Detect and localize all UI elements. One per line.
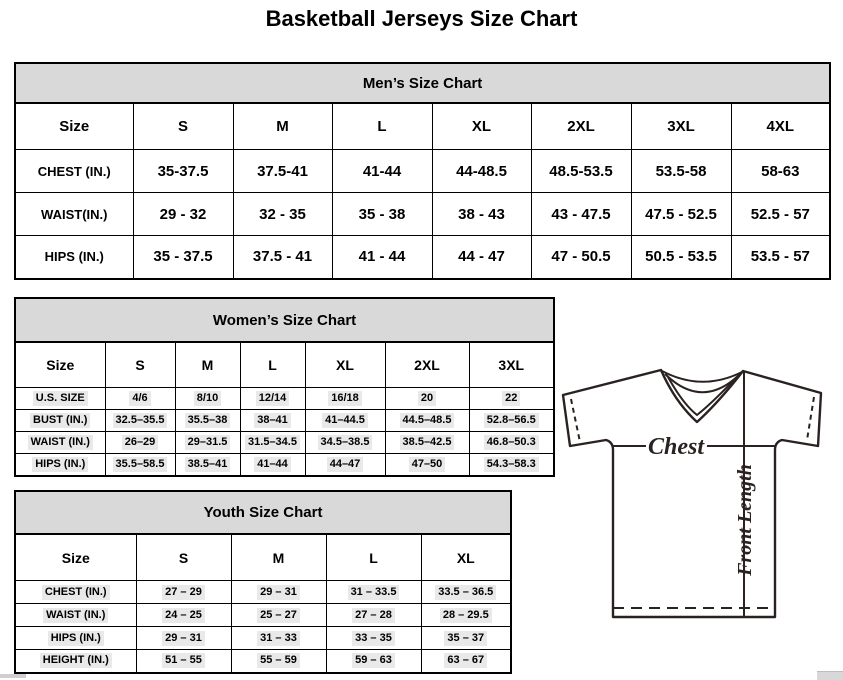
table-row — [15, 298, 554, 342]
womens-size-chart-table — [14, 297, 555, 477]
cell-value: 35.5–58.5 — [113, 457, 168, 472]
row-label — [15, 650, 136, 673]
cell-value: 31.5–34.5 — [245, 435, 300, 450]
table-cell — [136, 627, 231, 650]
column-header: M — [231, 534, 326, 581]
cell-value: 27 – 29 — [162, 585, 205, 600]
table-cell — [231, 627, 326, 650]
youth-chart-title: Youth Size Chart — [15, 491, 511, 534]
column-header: XL — [305, 342, 385, 388]
table-cell: 35 - 37.5 — [133, 236, 233, 279]
row-label: CHEST (IN.) — [15, 150, 133, 193]
mens-chart-title: Men’s Size Chart — [15, 63, 830, 103]
table-row — [15, 534, 511, 581]
table-cell — [136, 650, 231, 673]
row-label: HIPS (IN.) — [15, 236, 133, 279]
table-cell: 37.5 - 41 — [233, 236, 332, 279]
cell-value: 28 – 29.5 — [440, 608, 492, 623]
table-cell — [305, 410, 385, 432]
table-cell — [231, 604, 326, 627]
table-cell: 41 - 44 — [332, 236, 432, 279]
row-label-text: HIPS (IN.) — [32, 457, 88, 472]
mens-size-chart-table — [14, 62, 831, 280]
column-header: M — [233, 103, 332, 150]
cell-value: 26–29 — [122, 435, 159, 450]
cell-value: 54.3–58.3 — [484, 457, 539, 472]
row-label-text: WAIST (IN.) — [28, 435, 93, 450]
table-cell — [469, 432, 554, 454]
table-cell — [105, 432, 175, 454]
jersey-diagram-svg — [554, 358, 834, 630]
table-cell — [385, 410, 469, 432]
row-label — [15, 604, 136, 627]
table-cell: 35 - 38 — [332, 193, 432, 236]
column-header: Size — [15, 342, 105, 388]
column-header: L — [332, 103, 432, 150]
table-cell — [469, 454, 554, 476]
table-cell — [231, 581, 326, 604]
cell-value: 35.5–38 — [185, 413, 231, 428]
table-row — [15, 432, 554, 454]
table-cell — [385, 432, 469, 454]
cell-value: 22 — [502, 391, 520, 406]
row-label-text: WAIST (IN.) — [43, 608, 108, 623]
cell-value: 38.5–42.5 — [400, 435, 455, 450]
table-cell — [305, 432, 385, 454]
cell-value: 38–41 — [254, 413, 291, 428]
column-header: 2XL — [531, 103, 631, 150]
table-row — [15, 491, 511, 534]
table-row — [15, 454, 554, 476]
table-row — [15, 103, 830, 150]
table-cell — [305, 388, 385, 410]
column-header: M — [175, 342, 240, 388]
column-header: 4XL — [731, 103, 830, 150]
scrollbar-fragment-left[interactable] — [0, 674, 26, 678]
page-title: Basketball Jerseys Size Chart — [265, 6, 578, 31]
cell-value: 16/18 — [328, 391, 362, 406]
table-cell — [469, 410, 554, 432]
cell-value: 31 – 33 — [257, 631, 300, 646]
cell-value: 33.5 – 36.5 — [435, 585, 496, 600]
cell-value: 41–44 — [254, 457, 291, 472]
table-cell: 47 - 50.5 — [531, 236, 631, 279]
table-row — [15, 410, 554, 432]
table-cell: 43 - 47.5 — [531, 193, 631, 236]
cell-value: 44–47 — [327, 457, 364, 472]
table-cell — [240, 454, 305, 476]
womens-chart-title: Women’s Size Chart — [15, 298, 554, 342]
table-cell: 32 - 35 — [233, 193, 332, 236]
table-cell: 29 - 32 — [133, 193, 233, 236]
row-label-text: U.S. SIZE — [33, 391, 88, 406]
table-cell — [326, 650, 421, 673]
column-header: 2XL — [385, 342, 469, 388]
column-header: Size — [15, 103, 133, 150]
cell-value: 8/10 — [194, 391, 221, 406]
table-cell — [305, 454, 385, 476]
row-label: WAIST(IN.) — [15, 193, 133, 236]
cell-value: 34.5–38.5 — [318, 435, 373, 450]
left-cuff-dashed-line — [571, 399, 580, 442]
cell-value: 44.5–48.5 — [400, 413, 455, 428]
row-label — [15, 410, 105, 432]
table-cell: 47.5 - 52.5 — [631, 193, 731, 236]
row-label-text: BUST (IN.) — [30, 413, 90, 428]
column-header: XL — [421, 534, 511, 581]
jersey-measurement-diagram — [554, 358, 834, 630]
cell-value: 24 – 25 — [162, 608, 205, 623]
row-label — [15, 627, 136, 650]
column-header: S — [136, 534, 231, 581]
cell-value: 38.5–41 — [185, 457, 231, 472]
table-cell — [469, 388, 554, 410]
cell-value: 29 – 31 — [257, 585, 300, 600]
table-cell — [326, 604, 421, 627]
table-cell — [105, 410, 175, 432]
youth-size-chart-table — [14, 490, 512, 674]
column-header: S — [133, 103, 233, 150]
cell-value: 47–50 — [409, 457, 446, 472]
table-cell — [175, 410, 240, 432]
cell-value: 29–31.5 — [185, 435, 231, 450]
table-row — [15, 236, 830, 279]
cell-value: 55 – 59 — [257, 653, 300, 668]
table-cell — [105, 454, 175, 476]
row-label — [15, 454, 105, 476]
column-header: 3XL — [631, 103, 731, 150]
table-cell — [421, 627, 511, 650]
row-label-text: HIPS (IN.) — [48, 631, 104, 646]
table-cell — [175, 432, 240, 454]
cell-value: 59 – 63 — [352, 653, 395, 668]
table-cell — [175, 454, 240, 476]
table-row — [15, 604, 511, 627]
table-cell: 41-44 — [332, 150, 432, 193]
table-cell: 58-63 — [731, 150, 830, 193]
cell-value: 4/6 — [129, 391, 150, 406]
table-cell — [326, 627, 421, 650]
table-row — [15, 627, 511, 650]
column-header: L — [326, 534, 421, 581]
table-cell — [385, 388, 469, 410]
table-cell: 52.5 - 57 — [731, 193, 830, 236]
table-cell: 44-48.5 — [432, 150, 531, 193]
table-cell — [136, 581, 231, 604]
table-cell — [240, 388, 305, 410]
cell-value: 25 – 27 — [257, 608, 300, 623]
table-cell: 53.5-58 — [631, 150, 731, 193]
front-length-label: Front Length — [734, 464, 756, 576]
cell-value: 63 – 67 — [444, 653, 487, 668]
table-cell: 35-37.5 — [133, 150, 233, 193]
collar-curve-outer — [662, 371, 742, 382]
table-cell — [421, 604, 511, 627]
column-header: XL — [432, 103, 531, 150]
table-cell — [385, 454, 469, 476]
cell-value: 46.8–50.3 — [484, 435, 539, 450]
cell-value: 52.8–56.5 — [484, 413, 539, 428]
row-label — [15, 432, 105, 454]
cell-value: 35 – 37 — [444, 631, 487, 646]
table-cell: 50.5 - 53.5 — [631, 236, 731, 279]
table-row — [15, 150, 830, 193]
column-header: L — [240, 342, 305, 388]
table-cell: 48.5-53.5 — [531, 150, 631, 193]
table-cell: 38 - 43 — [432, 193, 531, 236]
table-cell — [136, 604, 231, 627]
table-row — [15, 342, 554, 388]
column-header: S — [105, 342, 175, 388]
table-cell — [105, 388, 175, 410]
table-cell: 37.5-41 — [233, 150, 332, 193]
cell-value: 51 – 55 — [162, 653, 205, 668]
table-cell — [421, 581, 511, 604]
table-cell — [421, 650, 511, 673]
table-cell: 53.5 - 57 — [731, 236, 830, 279]
row-label-text: CHEST (IN.) — [42, 585, 110, 600]
table-row — [15, 388, 554, 410]
table-row — [15, 581, 511, 604]
cell-value: 33 – 35 — [352, 631, 395, 646]
cell-value: 12/14 — [256, 391, 290, 406]
right-cuff-dashed-line — [807, 397, 814, 440]
cell-value: 41–44.5 — [322, 413, 368, 428]
table-cell — [326, 581, 421, 604]
jersey-outline — [563, 370, 821, 617]
row-label — [15, 581, 136, 604]
table-cell — [240, 432, 305, 454]
row-label-text: HEIGHT (IN.) — [40, 653, 112, 668]
table-cell — [231, 650, 326, 673]
cell-value: 29 – 31 — [162, 631, 205, 646]
cell-value: 27 – 28 — [352, 608, 395, 623]
table-cell: 44 - 47 — [432, 236, 531, 279]
chest-label: Chest — [647, 434, 705, 460]
row-label — [15, 388, 105, 410]
column-header: Size — [15, 534, 136, 581]
table-cell — [240, 410, 305, 432]
cell-value: 31 – 33.5 — [348, 585, 400, 600]
cell-value: 20 — [418, 391, 436, 406]
table-cell — [175, 388, 240, 410]
column-header: 3XL — [469, 342, 554, 388]
table-row — [15, 193, 830, 236]
table-row — [15, 650, 511, 673]
cell-value: 32.5–35.5 — [113, 413, 168, 428]
table-row — [15, 63, 830, 103]
